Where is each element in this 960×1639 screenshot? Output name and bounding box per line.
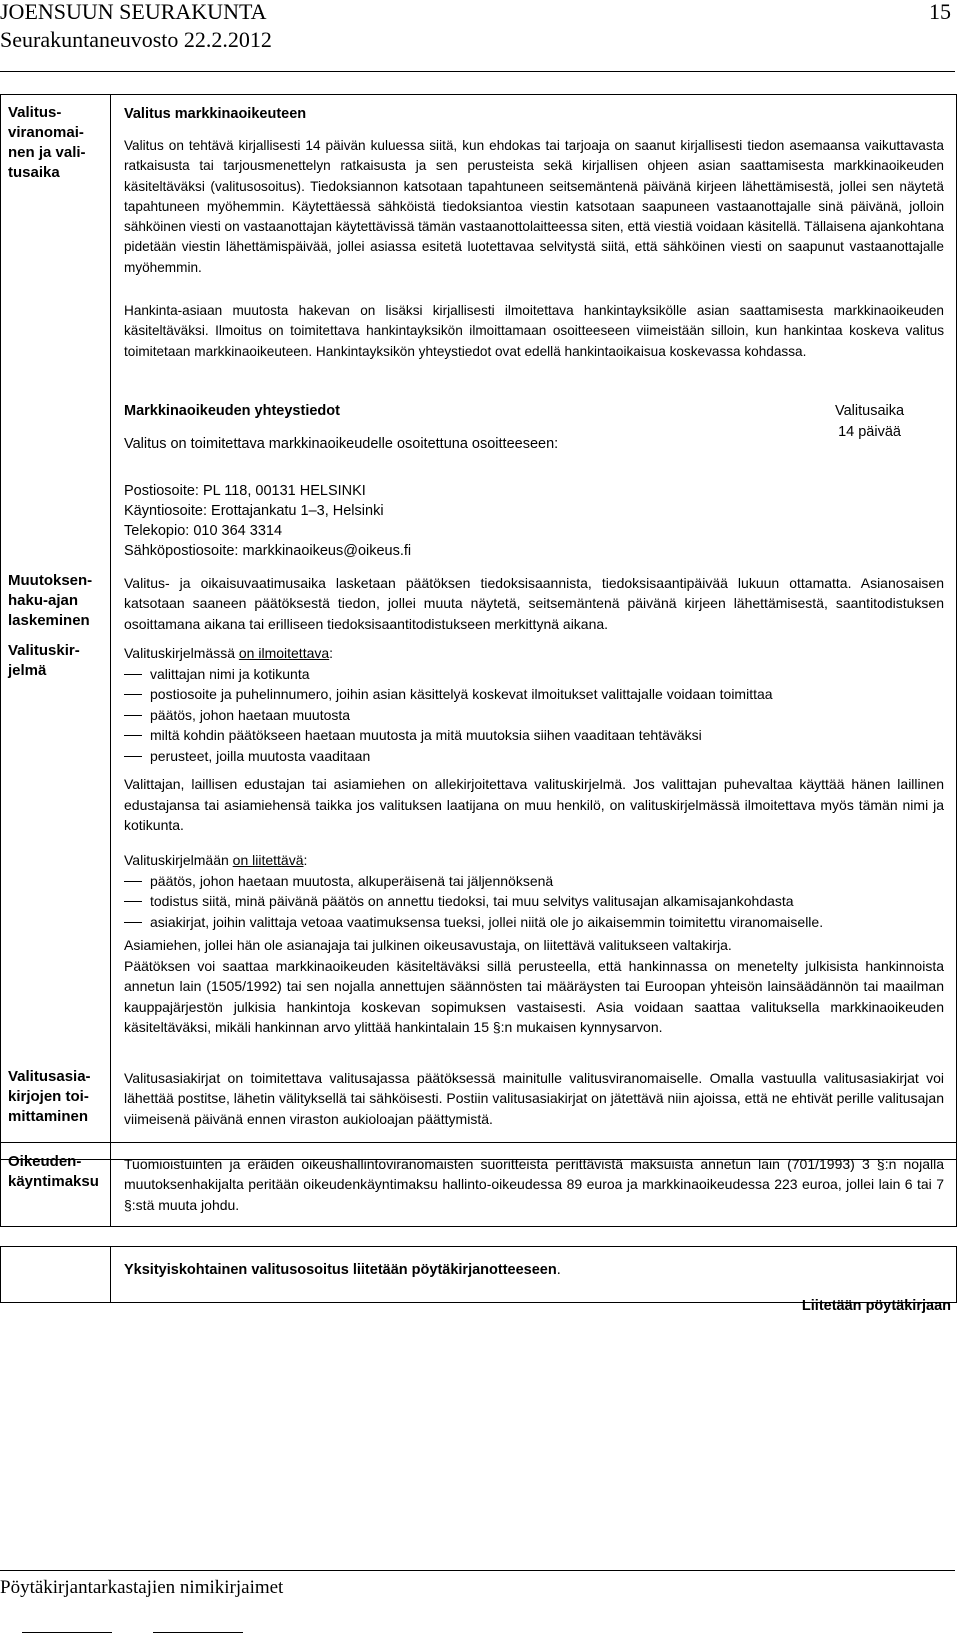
required-items-list xyxy=(124,664,944,767)
appeal-paragraph-1: Valitus on tehtävä kirjallisesti 14 päivän kuluessa siitä, kun ehdokas tai tarjoaja on saanut kirjallisesti tiedon asemaansa vaikuttavasta ratkaisusta tai tarjousmenettelyn ratkaisusta ja sen perusteista sekä kirjallisen ohjeen asian saattamisesta markkinaoikeuden käsiteltäväksi (valitusosoitus). Tiedoksiannon katsotaan tapahtuneen seitsemäntenä päivänä kirjeen lähettämisestä, jollei sen näytetä tapahtuneen myöhemmin. Käytettäessä sähköistä tiedoksiantoa viestin katsotaan saapuneen vastaanottajalle sinä päivänä, jolloin sähköinen viesti on vastaanottajan käytettävissä tämän vastaanottolaitteessa siten, että viestiä voidaan käsitellä. Tällaisena ajankohtana pidetään viestin lähettämispäivää, jollei asiassa esitetä luotettavaa selvitystä siitä, että sähköinen viesti on saapunut vastaanottajalle myöhemmin. xyxy=(124,138,944,275)
list-item: päätös, johon haetaan muutosta xyxy=(124,705,944,726)
address-post: Postiosoite: PL 118, 00131 HELSINKI xyxy=(124,483,366,499)
attachments-list xyxy=(124,871,944,933)
signature-line xyxy=(153,1632,243,1633)
list-item: valittajan nimi ja kotikunta xyxy=(124,664,944,685)
appeal-paragraph-2: Hankinta-asiaan muutosta hakevan on lisäksi kirjallisesti ilmoitettava hankintayksikölle asian saattamisesta markkinaoikeuden käsiteltäväksi. Ilmoitus on toimitettava hankintayksikön ilmoittamaan osoitteeseen viimeistään silloin, kun hankintaa koskeva valitus toimitetaan markkinaoikeuteen. Hankintayksikön yhteystiedot ovat edellä hankintaoikaisua koskevassa kohdassa. xyxy=(124,303,944,359)
signature-line xyxy=(22,1632,112,1633)
label-appeal-authority: Valitus- viranomai- nen ja vali- tusaika xyxy=(8,104,86,181)
list-item: todistus siitä, minä päivänä päätös on annettu tiedoksi, tai muu selvitys valitusajan alkamisajankohdasta xyxy=(124,891,944,912)
time-calc-text: Valitus- ja oikaisuvaatimusaika lasketaan päätöksen tiedoksisaannista, tiedoksisaantipäivää lukuun ottamatta. Asianosaisen katsotaan saaneen päätöksestä tiedon, jollei muuta näytetä, seitsemäntenä päivänä kirjeen lähettämisestä, saantitodistuksen osoittamana aikana tai erilliseen tiedoksisaantitodistukseen merkittynä aikana. xyxy=(124,575,944,632)
address-visit: Käyntiosoite: Erottajankatu 1–3, Helsinki xyxy=(124,503,384,519)
header-rule xyxy=(0,71,955,72)
contact-block xyxy=(124,401,804,455)
appeal-time xyxy=(835,401,904,443)
attached-note: Liitetään pöytäkirjaan xyxy=(801,1298,951,1314)
table-divider xyxy=(110,94,111,1160)
label-time-calculation: Muutoksen- haku-ajan laskeminen xyxy=(8,572,93,629)
appeal-time-value: 14 päivää xyxy=(838,424,901,440)
attachments-block xyxy=(124,850,944,1038)
appeal-title: Valitus markkinaoikeuteen xyxy=(124,106,307,122)
label-court-fee: Oikeuden- käyntimaksu xyxy=(8,1153,99,1190)
power-of-attorney: Asiamiehen, jollei hän ole asianajaja tai julkinen oikeusavustaja, on liitettävä valitukseen valtakirja. xyxy=(124,937,732,953)
market-court-note: Päätöksen voi saattaa markkinaoikeuden käsiteltäväksi sillä perusteella, että hankinnassa on menetelty julkisista hankinnoista annetun lain (1505/1992) tai sen nojalla annettujen säännösten tai määräysten tai Euroopan yhteisön lainsäädännön tai maailman kauppajärjestön julkisia hankintoja koskevan sopimuksen vastaisesti. Asia voidaan saattaa valituksella markkinaoikeuden käsiteltäväksi, mikäli hankinnan arvo ylittää hankintalain 15 §:n mukaisen kynnysarvon. xyxy=(124,957,944,1035)
delivery-text: Valitusasiakirjat on toimitettava valitusajassa päätöksessä mainitulle valitusviranomaiselle. Omalla vastuulla valitusasiakirjat voi lähettää postitse, lähetin välityksellä tai sähköisesti. Postiin valitusasiakirjat on jätettävä niin ajoissa, että ne ehtivät perille valitusajan viimeisenä päivänä ennen viraston aukioloajan päättymistä. xyxy=(124,1070,944,1127)
label-delivery: Valitusasia- kirjojen toi- mittaminen xyxy=(8,1068,91,1125)
list-item: miltä kohdin päätökseen haetaan muutosta ja mitä muutoksia siihen vaaditaan tehtäväksi xyxy=(124,725,944,746)
signature-requirement: Valittajan, laillisen edustajan tai asiamiehen on allekirjoitettava valituskirjelmä. Jos valittajan puhevaltaa käyttää hänen laillinen edustajansa tai asiamiehensä taikka jos valituksen laatijana on muu henkilö, on valituskirjelmässä ilmoitettava myös tämän nimi ja kotikunta. xyxy=(124,776,944,833)
list-item: päätös, johon haetaan muutosta, alkuperäisenä tai jäljennöksenä xyxy=(124,871,944,892)
address-block xyxy=(124,481,944,561)
list-item: asiakirjat, joihin valittaja vetoaa vaatimuksensa tueksi, jollei niitä ole jo aikaisemmin toimitettu viranomaiselle. xyxy=(124,912,944,933)
page-number: 15 xyxy=(929,0,951,24)
contact-intro: Valitus on toimitettava markkinaoikeudelle osoitettuna osoitteeseen: xyxy=(124,436,559,452)
list-item: postiosoite ja puhelinnumero, joihin asian käsittelyä koskevat ilmoitukset valittajalle voidaan toimittaa xyxy=(124,684,944,705)
contact-title: Markkinaoikeuden yhteystiedot xyxy=(124,403,340,419)
footer-rule xyxy=(0,1570,955,1571)
appeal-doc-intro: Valituskirjelmässä on ilmoitettava: xyxy=(124,645,334,661)
organization-name: JOENSUUN SEURAKUNTA xyxy=(0,0,267,24)
address-fax: Telekopio: 010 364 3314 xyxy=(124,523,283,539)
attachments-intro: Valituskirjelmään on liitettävä: xyxy=(124,852,308,868)
notice-text: Yksityiskohtainen valitusosoitus liitetään pöytäkirjanotteeseen. xyxy=(124,1262,561,1278)
fee-text: Tuomioistuinten ja eräiden oikeushallintoviranomaisten suoritteista perittävistä maksuista annetun lain (701/1993) 3 §:n nojalla muutoksenhakijalta peritään oikeudenkäyntimaksu hallinto-oikeudessa 89 euroa ja markkinaoikeudessa 223 euroa, jollei lain 6 tai 7 §:stä muuta johdu. xyxy=(124,1156,944,1213)
label-appeal-document: Valituskir- jelmä xyxy=(8,642,80,679)
appeal-time-label: Valitusaika xyxy=(835,403,905,419)
footer-signatures-label: Pöytäkirjantarkastajien nimikirjaimet xyxy=(0,1577,284,1598)
list-item: perusteet, joilla muutosta vaaditaan xyxy=(124,746,944,767)
table-divider xyxy=(110,1246,111,1303)
table-divider xyxy=(110,1142,111,1227)
meeting-title: Seurakuntaneuvosto 22.2.2012 xyxy=(0,27,272,52)
appeal-doc-block xyxy=(124,643,944,766)
address-email: Sähköpostiosoite: markkinaoikeus@oikeus.fi xyxy=(124,543,412,559)
